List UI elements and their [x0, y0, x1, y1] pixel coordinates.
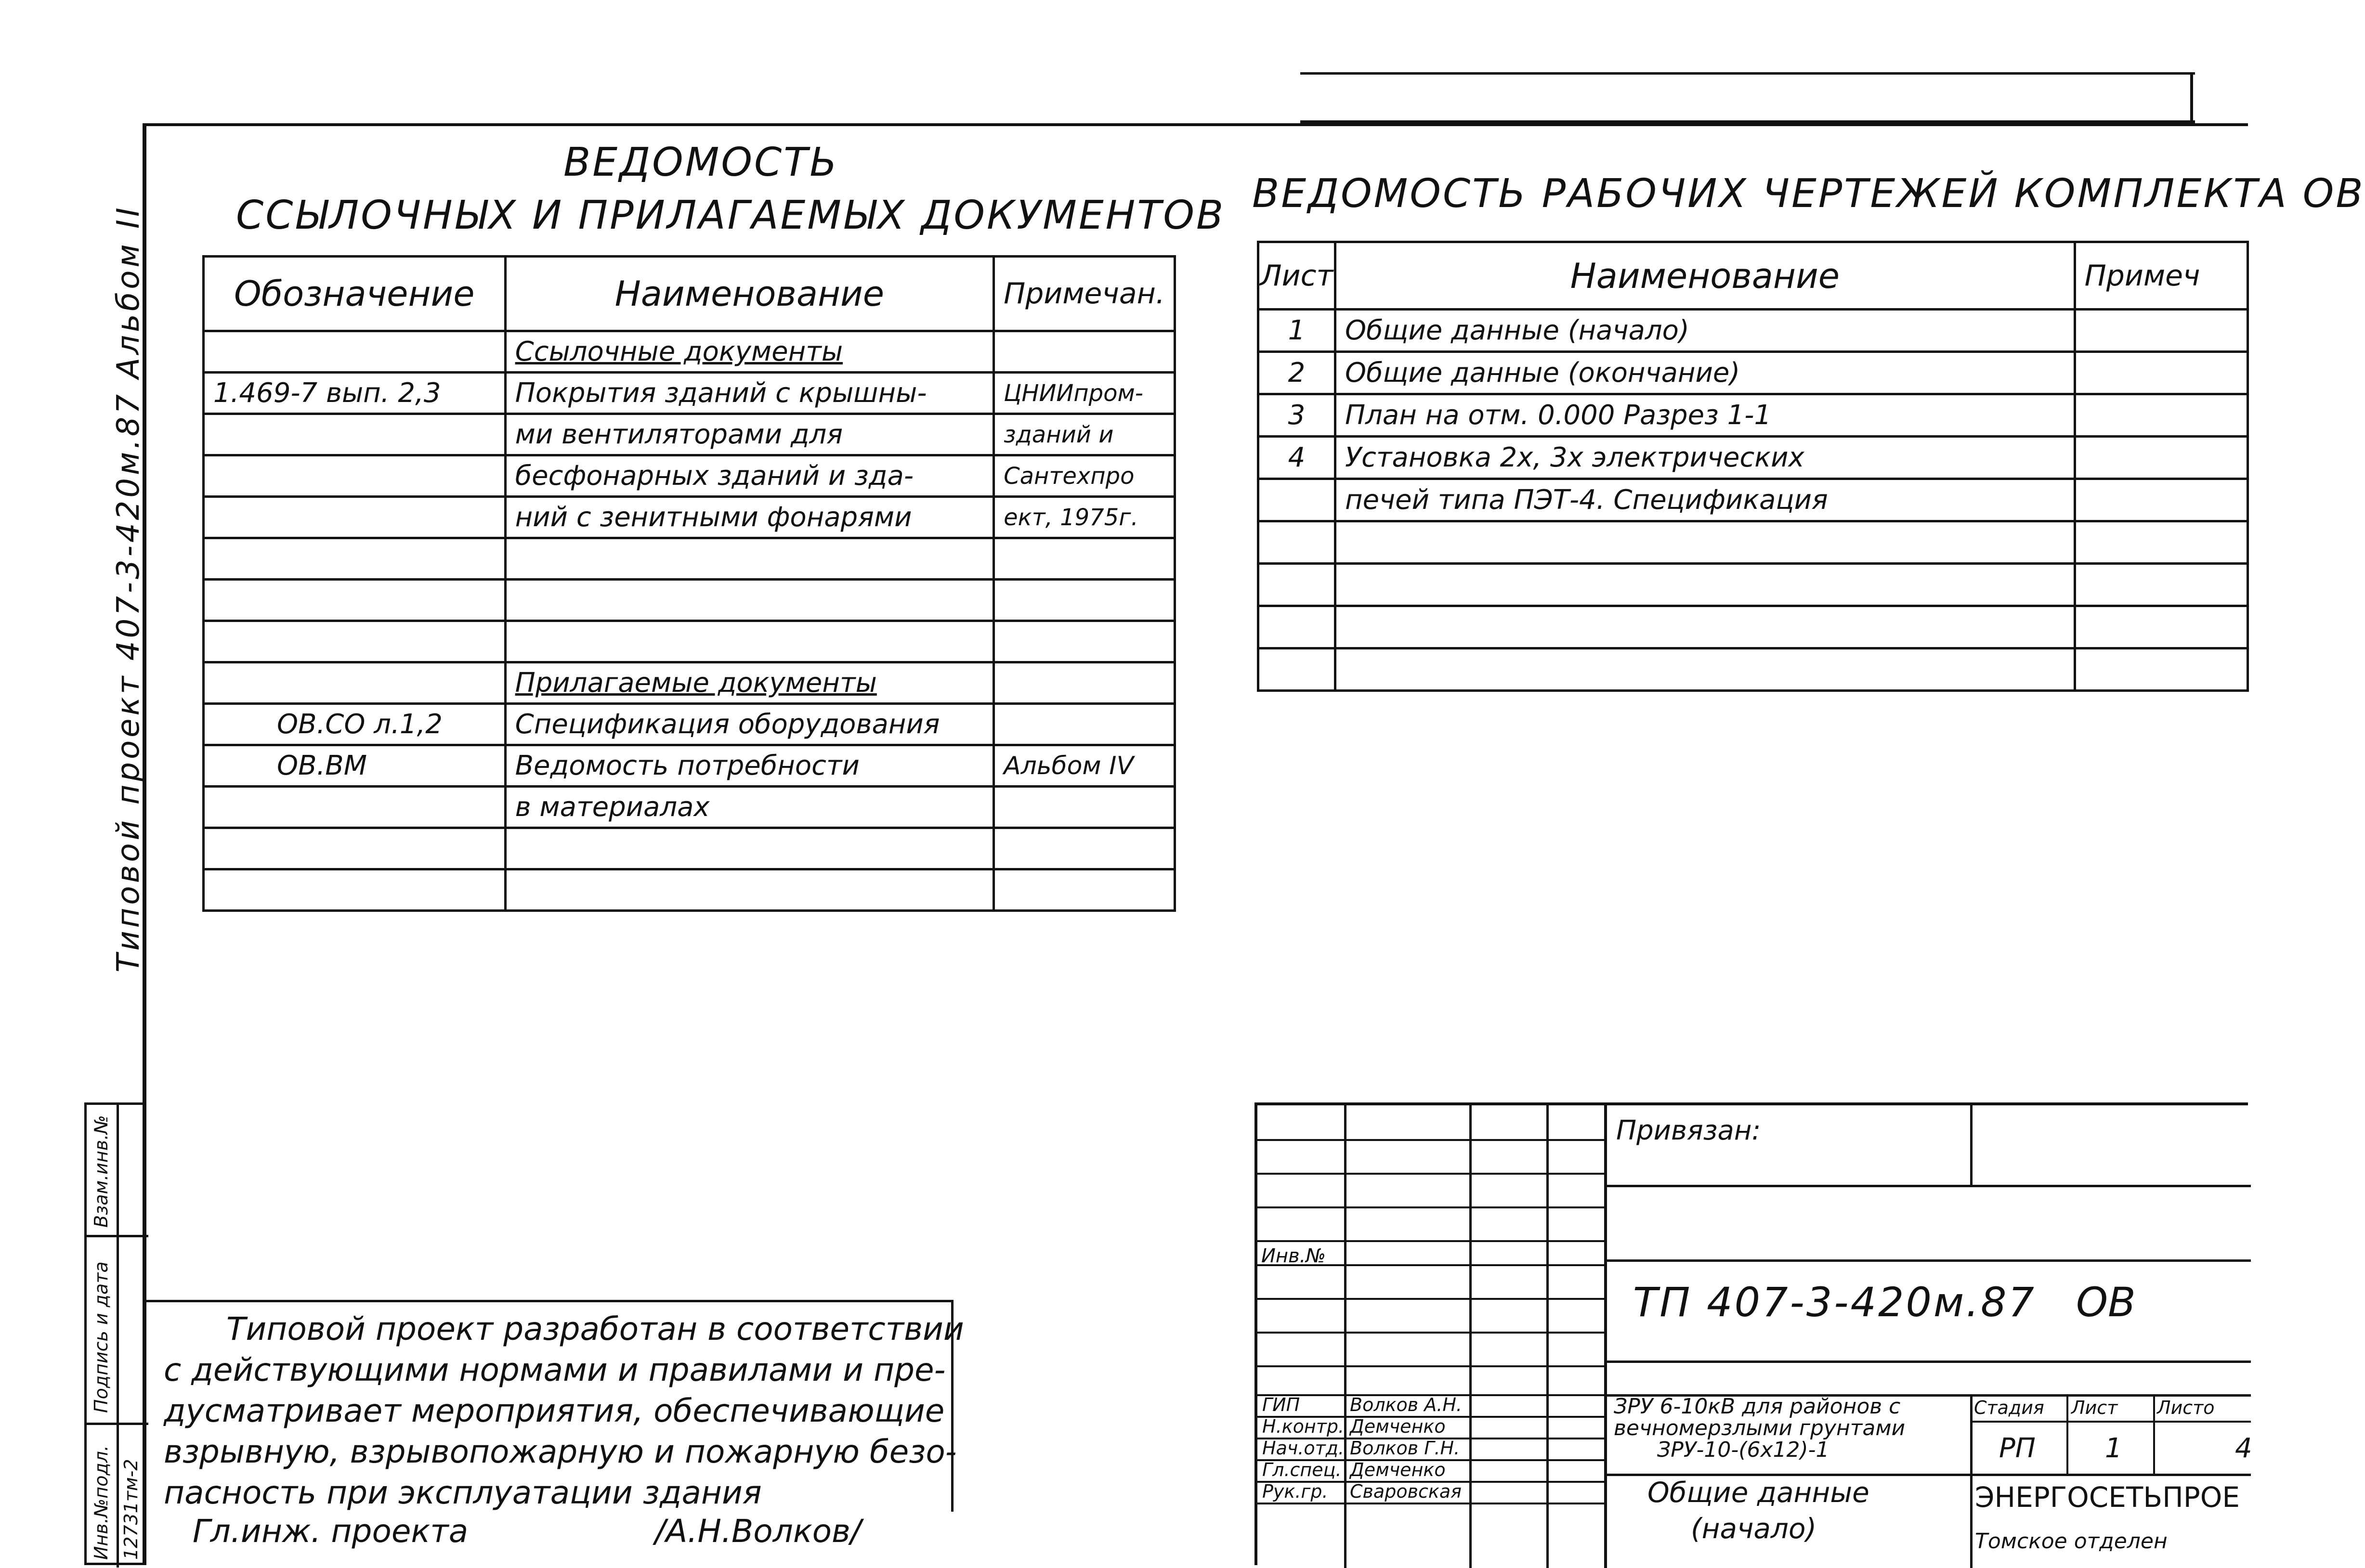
tb-grid-line: [1469, 1105, 1472, 1568]
table-cell: [204, 662, 506, 704]
tb-grid-line: [1607, 1361, 2251, 1363]
col-header-sheet: Лист: [1258, 242, 1335, 310]
project-code: ТП 407-3-420м.87: [1633, 1279, 2036, 1326]
signer-role: Нач.отд.: [1262, 1438, 1345, 1459]
left-stamp-divider: [87, 1235, 148, 1237]
sheets-value: 4: [2235, 1433, 2252, 1464]
table-cell: [994, 787, 1175, 828]
note-line-1: Типовой проект разработан в соответствии: [226, 1310, 964, 1348]
section-heading-refs: Ссылочные документы: [505, 331, 993, 373]
tb-grid-line: [1257, 1365, 1604, 1367]
right-title: ВЕДОМОСТЬ РАБОЧИХ ЧЕРТЕЖЕЙ КОМПЛЕКТА ОВ: [1252, 171, 2365, 217]
stage-value: РП: [1999, 1433, 2036, 1464]
signer-name: Демченко: [1350, 1416, 1446, 1437]
table-cell: [1258, 648, 1335, 691]
table-cell: [204, 331, 506, 373]
table-cell: [2075, 648, 2247, 691]
signer-role: Н.контр.: [1262, 1416, 1345, 1437]
table-cell: [204, 621, 506, 662]
table-cell: [994, 580, 1175, 621]
sheets-label: Листо: [2157, 1397, 2215, 1418]
stamp-inv-original: Инв.№подл.: [91, 1445, 112, 1560]
table-cell: ми вентиляторами для: [505, 414, 993, 455]
table-cell: [994, 538, 1175, 580]
table-cell: [505, 828, 993, 869]
left-title-line2: ССЫЛОЧНЫХ И ПРИЛАГАЕМЫХ ДОКУМЕНТОВ: [236, 193, 1226, 238]
note-line-4: взрывную, взрывопожарную и пожарную безо-: [164, 1433, 957, 1470]
top-frame-line: [1300, 72, 2195, 75]
table-cell: [2075, 564, 2247, 606]
table-cell: зданий и: [994, 414, 1175, 455]
stamp-replace-inv: Взам.инв.№: [91, 1115, 112, 1228]
col-header-sheet-name: Наименование: [1335, 242, 2075, 310]
table-cell: [1335, 564, 2075, 606]
table-cell: [1258, 479, 1335, 521]
tb-grid-line: [1257, 1206, 1604, 1208]
table-cell: Общие данные (окончание): [1335, 352, 2075, 394]
col-header-designation: Обозначение: [204, 257, 506, 331]
table-cell: ний с зенитными фонарями: [505, 497, 993, 538]
table-cell: 1: [1258, 310, 1335, 352]
tb-grid-line: [2153, 1394, 2155, 1474]
stamp-inv-number: 12731тм-2: [120, 1459, 142, 1560]
table-cell: [994, 662, 1175, 704]
sheet-value: 1: [2105, 1433, 2122, 1464]
section-heading-attached: Прилагаемые документы: [505, 662, 993, 704]
table-cell: [994, 869, 1175, 911]
table-cell: [994, 704, 1175, 745]
side-project-text: Типовой проект 407-3-420м.87 Альбом II: [111, 205, 146, 972]
table-cell: ОВ.ВМ: [204, 745, 506, 787]
table-cell: [2075, 437, 2247, 479]
tb-grid-line: [1257, 1240, 1604, 1242]
inv-number-label: Инв.№: [1261, 1245, 1326, 1267]
col-header-note: Примечан.: [994, 257, 1175, 331]
signer-name: Демченко: [1350, 1459, 1446, 1480]
table-cell: [2075, 479, 2247, 521]
table-cell: Спецификация оборудования: [505, 704, 993, 745]
object-name-2: вечномерзлыми грунтами: [1614, 1416, 1906, 1440]
note-line-3: дусматривает мероприятия, обеспечивающие: [164, 1392, 945, 1429]
note-line-2: с действующими нормами и правилами и пре-: [164, 1351, 946, 1388]
tb-grid-line: [1257, 1503, 1604, 1504]
table-cell: [1258, 564, 1335, 606]
organization-branch: Томское отделен: [1975, 1529, 2168, 1554]
stamp-signature-date: Подпись и дата: [91, 1261, 112, 1413]
tb-grid-line: [1970, 1421, 2251, 1423]
table-cell: ЦНИИпром-: [994, 373, 1175, 414]
table-cell: [204, 787, 506, 828]
table-cell: [1335, 648, 2075, 691]
organization-name: ЭНЕРГОСЕТЬПРОЕ: [1975, 1481, 2240, 1514]
table-cell: [1258, 606, 1335, 648]
table-cell: [2075, 352, 2247, 394]
table-cell: [1335, 521, 2075, 564]
left-stamp: [84, 1102, 146, 1565]
tb-grid-line: [1257, 1173, 1604, 1175]
table-cell: [505, 538, 993, 580]
table-cell: [204, 869, 506, 911]
table-cell: [2075, 310, 2247, 352]
table-cell: Покрытия зданий с крышны-: [505, 373, 993, 414]
table-cell: [1335, 606, 2075, 648]
table-cell: ект, 1975г.: [994, 497, 1175, 538]
left-stamp-divider: [117, 1105, 119, 1568]
table-cell: в материалах: [505, 787, 993, 828]
table-cell: [2075, 521, 2247, 564]
table-cell: [204, 580, 506, 621]
sheet-title-2: (начало): [1691, 1512, 1817, 1545]
signature-label: Гл.инж. проекта: [193, 1513, 469, 1550]
signature-name: /А.Н.Волков/: [655, 1513, 862, 1550]
table-cell: [204, 455, 506, 497]
signer-role: ГИП: [1262, 1394, 1300, 1415]
stage-label: Стадия: [1974, 1397, 2044, 1418]
table-cell: [994, 621, 1175, 662]
table-cell: 1.469-7 вып. 2,3: [204, 373, 506, 414]
table-cell: [994, 331, 1175, 373]
table-cell: [204, 414, 506, 455]
object-name-1: ЗРУ 6-10кВ для районов с: [1614, 1394, 1901, 1419]
document-mark: ОВ: [2076, 1279, 2136, 1326]
signer-name: Волков Г.Н.: [1350, 1438, 1460, 1459]
note-line-5: пасность при эксплуатации здания: [164, 1474, 762, 1511]
table-cell: 4: [1258, 437, 1335, 479]
col-header-sheet-note: Примеч: [2075, 242, 2247, 310]
table-cell: [505, 869, 993, 911]
table-cell: бесфонарных зданий и зда-: [505, 455, 993, 497]
table-cell: [1258, 521, 1335, 564]
sheet-label: Лист: [2071, 1397, 2118, 1418]
table-cell: Ведомость потребности: [505, 745, 993, 787]
tb-grid-line: [1257, 1332, 1604, 1334]
sheets-table: [1257, 241, 2249, 692]
main-frame-top: [143, 123, 2248, 126]
left-stamp-divider: [87, 1423, 148, 1425]
tb-grid-line: [1344, 1105, 1346, 1568]
tb-grid-line: [1607, 1185, 2251, 1187]
table-cell: [994, 828, 1175, 869]
table-cell: Альбом IV: [994, 745, 1175, 787]
col-header-name: Наименование: [505, 257, 993, 331]
note-frame-top: [144, 1300, 954, 1302]
table-cell: [505, 580, 993, 621]
tb-grid-line: [1607, 1259, 2251, 1262]
table-cell: Общие данные (начало): [1335, 310, 2075, 352]
tb-grid-line: [1970, 1105, 1973, 1187]
table-cell: [2075, 606, 2247, 648]
table-cell: [204, 828, 506, 869]
signer-name: Волков А.Н.: [1350, 1394, 1463, 1415]
top-frame-right: [2190, 72, 2193, 123]
title-block: [1254, 1102, 2252, 1565]
table-cell: 3: [1258, 394, 1335, 437]
tb-grid-line: [2066, 1394, 2068, 1474]
table-cell: [505, 621, 993, 662]
tb-grid-line: [1257, 1298, 1604, 1300]
table-cell: Установка 2х, 3х электрических: [1335, 437, 2075, 479]
tb-grid-line: [1604, 1105, 1607, 1568]
table-cell: Сантехпро: [994, 455, 1175, 497]
tb-grid-line: [1546, 1105, 1549, 1568]
table-cell: [2075, 394, 2247, 437]
table-cell: [204, 497, 506, 538]
references-table: [202, 255, 1176, 912]
table-cell: План на отм. 0.000 Разрез 1-1: [1335, 394, 2075, 437]
table-cell: ОВ.СО л.1,2: [204, 704, 506, 745]
tb-grid-line: [1257, 1139, 1604, 1141]
signer-role: Гл.спец.: [1262, 1459, 1342, 1480]
table-cell: печей типа ПЭТ-4. Спецификация: [1335, 479, 2075, 521]
object-name-3: ЗРУ-10-(6х12)-1: [1657, 1438, 1829, 1462]
sheet-title-1: Общие данные: [1647, 1476, 1869, 1509]
privyazan-label: Привязан:: [1616, 1115, 1761, 1146]
signer-name: Сваровская: [1350, 1481, 1462, 1502]
table-cell: 2: [1258, 352, 1335, 394]
left-title-line1: ВЕДОМОСТЬ: [563, 140, 839, 185]
signer-role: Рук.гр.: [1262, 1481, 1328, 1502]
table-cell: [204, 538, 506, 580]
